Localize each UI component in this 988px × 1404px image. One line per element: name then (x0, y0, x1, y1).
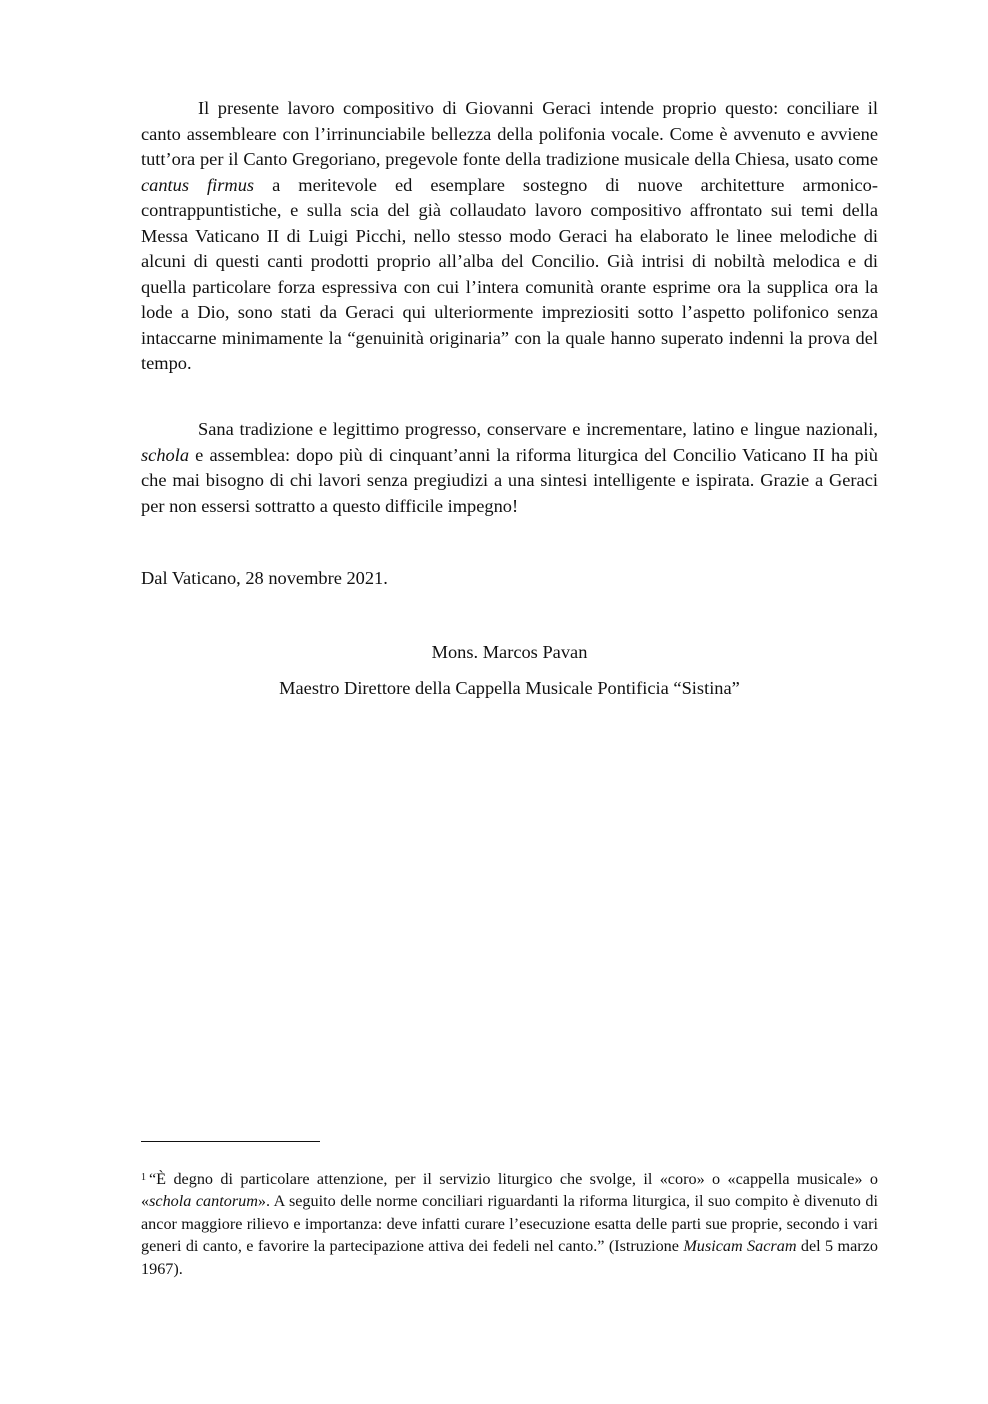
paragraph-1-text-a: Il presente lavoro compositivo di Giovanni Geraci intende proprio questo: conciliare il canto assembleare con l’irrinunciabile bellezza della polifonia vocale. Come è avvenuto e avviene tutt’ora per il Canto Gregoriano, pregevole fonte della tradizione musicale della Chiesa, usato come (141, 98, 878, 169)
footnote-marker: 1 (141, 1172, 146, 1183)
signature-role: Maestro Direttore della Cappella Musicale Pontificia “Sistina” (279, 678, 740, 698)
footnote-text-b: ». A seguito delle norme conciliari riguardanti la riforma liturgica, il suo compito è divenuto di ancor maggiore rilievo e importanza: deve infatti curare l’esecuzione esatta delle parti sue proprie, secondo i vari generi di canto, e favorire la partecipazione attiva dei fedeli nel canto.” (Istruzione (141, 1192, 878, 1256)
footnote-text-a: “È degno di particolare attenzione, per il servizio liturgico che svolge, il «coro» o «cappella musicale» o « (141, 1170, 878, 1211)
paragraph-1 (141, 96, 878, 377)
dateline: Dal Vaticano, 28 novembre 2021. (141, 568, 388, 588)
footnote (141, 1168, 878, 1280)
paragraph-2-text-b: e assemblea: dopo più di cinquant’anni la riforma liturgica del Concilio Vaticano II ha più che mai bisogno di chi lavori senza pregiudizi a una sintesi intelligente e ispirata. Grazie a Geraci per non essersi sottratto a questo difficile impegno! (141, 444, 878, 516)
paragraph-2-italic-schola: schola (141, 444, 190, 465)
footnote-text-c: del 5 marzo 1967). (141, 1237, 878, 1278)
paragraph-1-italic-cantus-firmus: cantus firmus (141, 174, 255, 195)
footnote-separator (141, 1141, 320, 1142)
footnote-italic-musicam-sacram: Musicam Sacram (683, 1237, 797, 1256)
paragraph-2 (141, 417, 878, 519)
paragraph-2-text-a: Sana tradizione e legittimo progresso, conservare e incrementare, latino e lingue nazionali, (198, 419, 878, 439)
footnote-italic-schola-cantorum: schola cantorum (149, 1192, 258, 1211)
signature-name: Mons. Marcos Pavan (431, 642, 588, 662)
paragraph-1-text-b: a meritevole ed esemplare sostegno di nuove architetture armonico-contrappuntistiche, e sulla scia del già collaudato lavoro compositivo affrontato sui temi della Messa Vaticano II di Luigi Picchi, nello stesso modo Geraci ha elaborato le linee melodiche di alcuni di questi canti prodotti proprio all’alba del Concilio. Già intrisi di nobiltà melodica e di quella particolare forza espressiva con cui l’intera comunità orante esprime ora la supplica ora la lode a Dio, sono stati da Geraci qui ulteriormente impreziositi sotto l’aspetto polifonico senza intaccarne minimamente la “genuinità originaria” con la quale hanno superato indenni la prova del tempo. (141, 174, 878, 373)
